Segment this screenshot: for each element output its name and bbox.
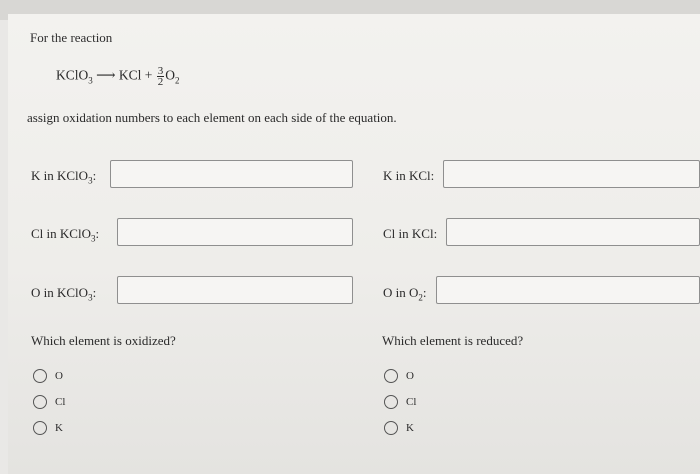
reaction-equation: KClO$_3$ ⟶ KCl + $\frac{3}{2}$ $O_2$	[56, 65, 180, 88]
input-k-in-kcl[interactable]	[443, 160, 700, 188]
radio-icon[interactable]	[33, 369, 47, 383]
radio-icon[interactable]	[33, 421, 47, 435]
instruction-text: assign oxidation numbers to each element on each side of the equation.	[27, 110, 397, 125]
input-o-in-o2[interactable]	[436, 276, 700, 304]
reduced-option-k[interactable]: K	[384, 421, 414, 435]
label-cl-in-kclo3: Cl in KClO$_3$:	[31, 226, 100, 244]
label-k-in-kcl: K in KCl:	[383, 168, 435, 183]
label-o-in-o2: O in $O_2$:	[383, 285, 427, 303]
label-cl-in-kcl: Cl in KCl:	[383, 226, 438, 241]
input-k-in-kclo3[interactable]	[110, 160, 353, 188]
input-cl-in-kclo3[interactable]	[117, 218, 353, 246]
oxidized-option-cl[interactable]: Cl	[33, 395, 65, 409]
oxidized-option-k[interactable]: K	[33, 421, 63, 435]
reduced-option-o[interactable]: O	[384, 369, 414, 383]
input-cl-in-kcl[interactable]	[446, 218, 700, 246]
question-reduced: Which element is reduced?	[382, 333, 524, 348]
label-k-in-kclo3: K in KClO$_3$:	[31, 168, 97, 186]
intro-text: For the reaction	[30, 30, 113, 45]
reaction-arrow: ⟶	[96, 67, 116, 83]
oxidized-option-o[interactable]: O	[33, 369, 63, 383]
radio-icon[interactable]	[384, 421, 398, 435]
product-o2: O	[165, 67, 175, 83]
coefficient-fraction: $\frac{3}{2}$	[157, 65, 164, 88]
radio-icon[interactable]	[384, 395, 398, 409]
radio-icon[interactable]	[33, 395, 47, 409]
question-oxidized: Which element is oxidized?	[31, 333, 176, 348]
reduced-option-cl[interactable]: Cl	[384, 395, 416, 409]
reactant: KClO	[56, 67, 89, 83]
label-o-in-kclo3: O in KClO$_3$:	[31, 285, 97, 303]
radio-icon[interactable]	[384, 369, 398, 383]
product-kcl: KCl +	[118, 67, 153, 83]
input-o-in-kclo3[interactable]	[117, 276, 353, 304]
